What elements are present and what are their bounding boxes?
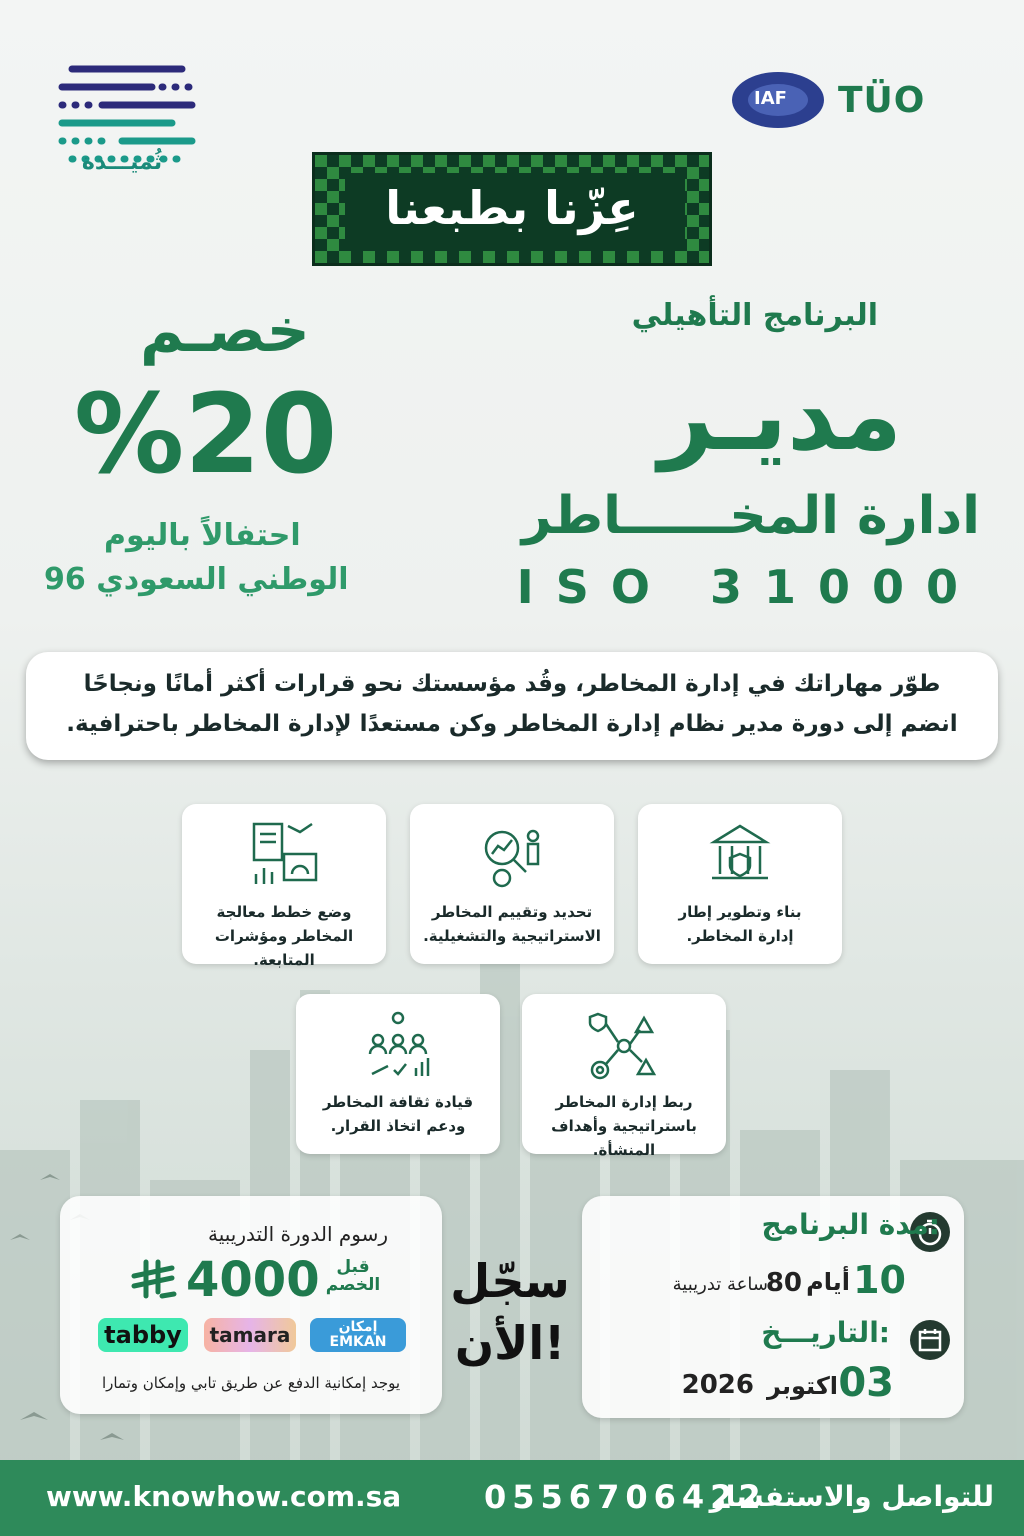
website-link[interactable]: www.knowhow.com.sa bbox=[46, 1480, 402, 1513]
date-year: 2026 bbox=[681, 1370, 754, 1400]
tuv-logo: TÜO bbox=[838, 80, 926, 121]
discount-value: %20 bbox=[74, 370, 338, 498]
tabby-payment-badge: tabby bbox=[98, 1318, 188, 1352]
contact-label: للتواصل والاستفسار bbox=[709, 1480, 994, 1513]
celebration-line-1: احتفالاً باليوم bbox=[104, 518, 301, 553]
feature-card-text: قيادة ثقافة المخاطر ودعم اتخاذ القرار. bbox=[322, 1093, 474, 1135]
fee-price: 4000 bbox=[186, 1252, 320, 1308]
duration-days-word: أيام bbox=[806, 1268, 850, 1296]
feature-card-text: تحديد وتقييم المخاطر الاستراتيجية والتشغيلية. bbox=[423, 903, 601, 945]
saudi-riyal-icon bbox=[128, 1258, 178, 1302]
before-discount-label: قبل الخصم bbox=[325, 1257, 381, 1295]
description-box bbox=[26, 652, 998, 760]
iaf-label: IAF bbox=[754, 88, 787, 109]
banner-text: عِزّنا بطبعنا bbox=[385, 181, 639, 235]
duration-hours-number: 80 bbox=[765, 1268, 802, 1298]
description-line-2: انضم إلى دورة مدير نظام إدارة المخاطر وكن مستعدًا لإدارة المخاطر باحترافية. bbox=[66, 711, 958, 737]
date-label: التاريـــخ: bbox=[761, 1316, 890, 1349]
left-logo-text: ثُميـــدة bbox=[81, 150, 163, 175]
feature-card-leadership bbox=[296, 994, 500, 1154]
program-title-main: مديـر bbox=[658, 360, 902, 472]
description-line-1: طوّر مهاراتك في إدارة المخاطر، وقُد مؤسستك نحو قرارات أكثر أمانًا ونجاحًا bbox=[83, 671, 941, 697]
feature-card-text: ربط إدارة المخاطر باستراتيجية وأهداف المنشأة. bbox=[551, 1093, 697, 1159]
national-day-banner bbox=[312, 152, 712, 266]
celebration-line-2: الوطني السعودي 96 bbox=[44, 562, 349, 597]
duration-label: مدة البرنامج: bbox=[761, 1208, 940, 1241]
iso-standard: ISO 31000 bbox=[516, 560, 980, 614]
date-month: اكتوبر bbox=[767, 1372, 838, 1400]
feature-card-treatment bbox=[182, 804, 386, 969]
duration-days-number: 10 bbox=[853, 1258, 906, 1302]
date-day: 03 bbox=[838, 1360, 894, 1406]
emkan-payment-badge: إمكان EMKAN bbox=[310, 1318, 406, 1352]
program-label: البرنامج التأهيلي bbox=[631, 298, 878, 333]
feature-card-strategy bbox=[522, 994, 726, 1159]
footer-bar bbox=[0, 1460, 1024, 1536]
bank-shield-icon bbox=[700, 814, 780, 894]
discount-label: خصـم bbox=[140, 296, 310, 366]
duration-hours-word: ساعة تدريبية bbox=[672, 1274, 768, 1295]
calendar-icon bbox=[910, 1320, 950, 1360]
fees-title: رسوم الدورة التدريبية bbox=[208, 1222, 388, 1246]
analytics-chess-icon bbox=[472, 814, 552, 894]
tamara-payment-badge: tamara bbox=[204, 1318, 296, 1352]
phone-number[interactable]: 0556706422 bbox=[484, 1478, 767, 1516]
report-chart-icon bbox=[244, 814, 324, 894]
feature-card-text: وضع خطط معالجة المخاطر ومؤشرات المتابعة. bbox=[214, 903, 354, 969]
register-now-cta[interactable]: سجّل الأن! bbox=[450, 1254, 570, 1370]
feature-card-text: بناء وتطوير إطار إدارة المخاطر. bbox=[678, 903, 802, 945]
program-title-sub: ادارة المخــــــاطر bbox=[521, 486, 980, 546]
strategy-target-icon bbox=[584, 1004, 664, 1084]
team-leadership-icon bbox=[358, 1004, 438, 1084]
payment-note: يوجد إمكانية الدفع عن طريق تابي وإمكان وتمارا bbox=[101, 1374, 401, 1392]
feature-card-assessment bbox=[410, 804, 614, 964]
feature-card-framework bbox=[638, 804, 842, 964]
